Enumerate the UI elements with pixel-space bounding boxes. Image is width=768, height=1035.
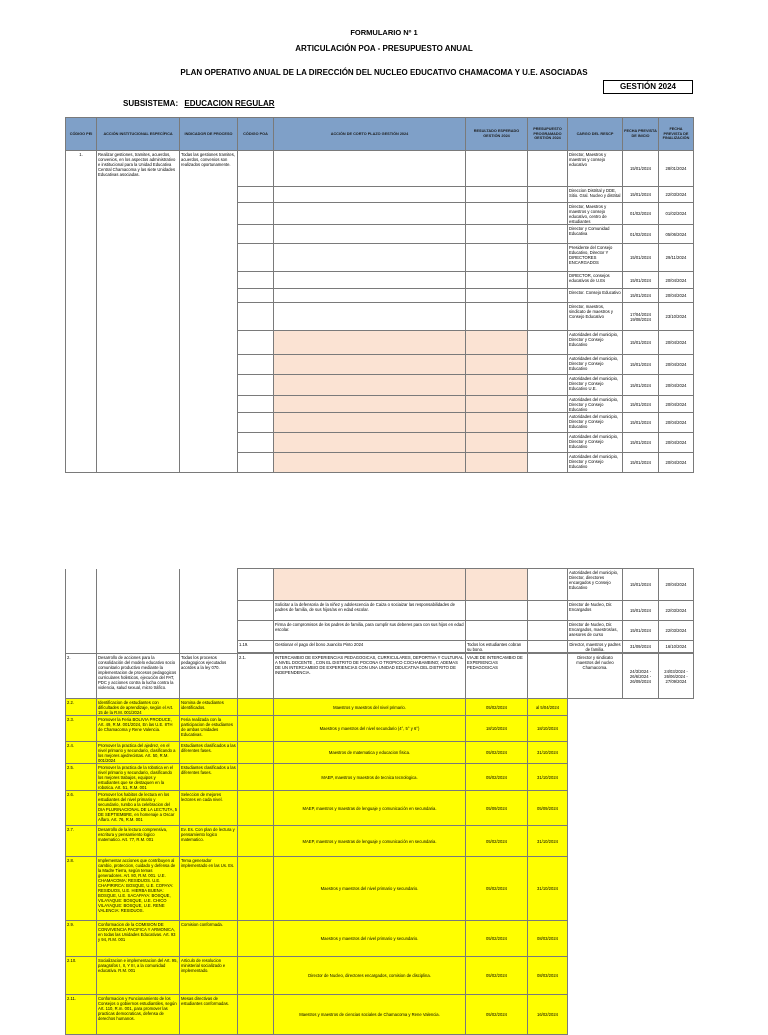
poa-cell: 2.2. (66, 699, 97, 716)
fin-cell: 29/11/2024 (659, 244, 694, 272)
poa-cell: 2.6. (66, 791, 97, 826)
subsistema-label: SUBSISTEMA: (123, 99, 179, 108)
accion-cell: Identificacion de estudiantes con dificultades de aprendizaje, según el Art. 15 de la R.M. 001/2024 (97, 699, 180, 716)
inicio-cell: 15/01/2024 (623, 355, 659, 375)
accion-inst-cell: Desarrollo de acciones para la consolidación del modelo educativo socio comunitario productivo mediante la implementacion de procesos pedagogicos curriculares holisticos, ejecución del PAT, PDC y acciones contra la lucha contra la violencia, salud sexual, micro tráfico. (97, 654, 180, 699)
pei-cell: 2. (66, 654, 97, 699)
inicio-cell: 05/02/2024 (466, 699, 528, 716)
accion-cell: Conformacion de la COMISION DE CONVIVENCIA PACIFICA Y ARMONICA, en todas las Unidades Educativas. Art. 93 y 94, R.M. 001 (97, 921, 180, 957)
accion-cell: Gestionar el pago del bono Juancito Pinto 2024 (274, 641, 466, 653)
table-row (66, 995, 694, 1035)
inicio-cell: 15/01/2024 (623, 413, 659, 433)
inicio-cell: 01/02/2024 (623, 225, 659, 244)
table-row: Firma de compromisos de los padres de familia, para cumplir sus deberes para con sus hijos en edad escolar. Director de Nucleo, Dir. Encargados, maestros/as, asesores de curso 15/01/2024 22/03/2024 (66, 621, 694, 641)
accion-cell: Solicitar a la defensoria de la niñez y adolescencia de Caiza o sociaizar las responsabilidades de padres de familia, de sus hijos/as en edad escolar. (274, 601, 466, 621)
inicio-cell: 15/01/2024 (623, 396, 659, 413)
cargo-cell: Autoridades del municipio, Director y Consejo Educativo (568, 413, 623, 433)
poa-cell: 2.11. (66, 995, 97, 1035)
cargo-cell: Autoridades del municipio, Director y Consejo Educativo (568, 355, 623, 375)
inicio-cell: 17/04/2024 19/08/2024 (623, 303, 659, 331)
col-indicador: INDICADOR DE PROCESO (180, 118, 238, 151)
fin-cell: 28/01/2024 (659, 151, 694, 187)
poa-table-1 (65, 117, 694, 473)
table-row (66, 151, 694, 187)
accion-cell: Socializacion e implementacion del Art. 95, paragrafos I, II, Y III, a la comunidad educativa. R.M. 001 (97, 957, 180, 995)
plan-title: PLAN OPERATIVO ANUAL DE LA DIRECCIÓN DEL NUCLEO EDUCATIVO CHAMACOMA Y U.E. ASOCIADAS (180, 68, 588, 77)
fin-cell: 20/04/2024 (659, 331, 694, 355)
table-row: 2. Desarrollo de acciones para la consolidación del modelo educativo socio comunitario productivo mediante la implementacion de procesos pedagogicos curriculares holisticos, ejecución del PAT, PDC y acciones contra la lucha contra la violencia, salud sexual, micro tráfico. Todas los procesos pedagogicos ejecutados acordes a la ley 070. 2.1. INTERCAMBIO DE EXPERIENCIAS PEDAGOGICAS, CURRICULARES, DEPORTIVA Y CULTURAL A NIVEL DOCENTE , CON EL DISTRITO DE POCONA O TROPICO COCHABAMBINO; ADEMAS DE UN INTERCAMBIO DE EXPERIENCIAS CON UNA UNIDAD EDUCATIVA DEL DISTRITO DE INDEPENDENCIA. VIAJE DE INTERCAMBIO DE EXPERIENCIAS PEDAGOGICAS Director y sindicato maestros del nucleo Chamacoma. 24/3/2024 - 26/6/2024 - 26/09/2024 24/03/2024 - 26/06/2024 - 27/09/2024 (66, 654, 694, 699)
cargo-cell: Director y Comunidad Educativa (568, 225, 623, 244)
fin-cell: 16/02/2024 (528, 995, 568, 1035)
inicio-cell: 05/02/2024 (466, 921, 528, 957)
inicio-cell: 05/02/2024 (466, 857, 528, 921)
cargo-cell: Director y sindicato maestros del nucleo Chamacoma. (568, 654, 623, 699)
accion-cell: Conformacion y Funcionamiento de los Consejos o gobiernos estudiantiles, según Art. 110, R.m. 001, para promover las practicas democraticas, defensa de derechos humanos. (97, 995, 180, 1035)
inicio-cell: 15/01/2024 (623, 375, 659, 396)
inicio-cell: 15/01/2024 (623, 244, 659, 272)
table-row (66, 764, 694, 791)
resultado-cell: Nomina de estudiantes identificados. (180, 699, 238, 716)
fin-cell: 20/04/2024 (659, 413, 694, 433)
poa-cell: 2.4. (66, 742, 97, 764)
fin-cell: 08/03/2024 (528, 921, 568, 957)
inicio-cell: 15/01/2024 (623, 331, 659, 355)
inicio-cell: 05/02/2024 (466, 826, 528, 857)
resultado-cell: Ev. Es. Con plan de lectura y pensamiento logico matematico. (180, 826, 238, 857)
accion-cell: Desarrollo de la lectura comprensiva, escritura y pensamiento logico matematico. Art. 77, R.M. 001 (97, 826, 180, 857)
fin-cell: 05/06/2024 (659, 225, 694, 244)
resultado-cell: Mesas directivas de estudiantes conformadas. (180, 995, 238, 1035)
inicio-cell: 05/02/2024 (466, 995, 528, 1035)
fin-cell: 20/04/2024 (659, 289, 694, 303)
col-codigo-poa: CÓDIGO POA (238, 118, 274, 151)
fin-cell: 23/10/2024 (659, 303, 694, 331)
resultado-cell: Seleccion de mejores lectores en cada nivel. (180, 791, 238, 826)
inicio-cell: 05/02/2024 (466, 764, 528, 791)
cargo-cell: MAEP, maestros y maestras de lenguaje y comunicación en secundaria. (274, 826, 466, 857)
fin-cell: 22/03/2024 (659, 187, 694, 203)
col-fecha-inicio: FECHA PREVISTA DE INICIO (623, 118, 659, 151)
cargo-cell: Director de Nucleo, directores encargados, comision de disciplina. (274, 957, 466, 995)
fin-cell: 20/04/2024 (659, 453, 694, 473)
table-row (66, 716, 694, 742)
inicio-cell: 15/01/2024 (623, 187, 659, 203)
accion-inst-cell: Realizar gestiones, tramites, acuerdos, convenios, en los aspectos administrativo e institucional para la Unidad Educativa Central Chamacoma y las siete Unidades Educativas asociadas. (97, 151, 180, 473)
pei-cell (66, 569, 97, 654)
cargo-cell: Autoridades del municipio, Director, directores encargados y Consejo Educativo (568, 569, 623, 601)
fin-cell: 18/10/2024 (528, 716, 568, 742)
cargo-cell: Director, Maestros y maestros y consejo educativo (568, 151, 623, 187)
cargo-cell: MAEP, maestros y maestros de tecnica tecnologica. (274, 764, 466, 791)
poa-table-2 (65, 568, 694, 1035)
inicio-cell: 15/01/2024 (623, 151, 659, 187)
col-presupuesto: PRESUPUESTO PROGRAMADO GESTIÓN 2024 (528, 118, 568, 151)
subsistema (123, 99, 275, 108)
fin-cell: 31/10/2024 (528, 826, 568, 857)
cargo-cell: Autoridades del municipio, Director y Consejo Educativo (568, 396, 623, 413)
accion-cell: Promover la practica del ajedrez, en el nivel primario y secundario, clasificando a los mejores ajedrecistas. Art. 50, R.M. 001/2024 (97, 742, 180, 764)
accion-cell: Firma de compromisos de los padres de familia, para cumplir sus deberes para con sus hijos en edad escolar. (274, 621, 466, 641)
accion-cell: INTERCAMBIO DE EXPERIENCIAS PEDAGOGICAS, CURRICULARES, DEPORTIVA Y CULTURAL A NIVEL DOCENTE , CON EL DISTRITO DE POCONA O TROPICO COCHABAMBINO; ADEMAS DE UN INTERCAMBIO DE EXPERIENCIAS CON UNA UNIDAD EDUCATIVA DEL DISTRITO DE INDEPENDENCIA. (274, 654, 466, 699)
cargo-cell: Director, maestros y padres de familia. (569, 641, 621, 652)
cargo-cell: Director. Consejo Educativo (568, 289, 623, 303)
table-row (66, 957, 694, 995)
cargo-cell: Maestros y maestros de ciencias sociales de Chamacoma y Rene Valencia. (274, 995, 466, 1035)
pei-cell: 1. (66, 151, 97, 473)
fin-cell: 20/04/2024 (659, 355, 694, 375)
inicio-cell: 15/01/2024 (623, 289, 659, 303)
table-row (66, 569, 694, 601)
resultado-cell: Estudiantes clasificados a las diferentes fases. (180, 764, 238, 791)
formulario-title: FORMULARIO Nº 1 (350, 28, 418, 37)
cargo-cell: Maestros y maestros del nivel secundario (4°, 5° y 6°) (274, 716, 466, 742)
table-row: 1.19. Gestionar el pago del bono Juancito Pinto 2024 Todos los estudiantes cobran su bono. Director, maestros y padres de familia. 31/09/2024 16/10/2024 (66, 641, 694, 653)
accion-cell: Implementar acciones que contribuyen al cambio, proteccion, cuidado y defensa de la Madre Tierra, según temas generadores. Art. 80, R.M. 001. U.E. CHAMACOMA: RESIDUOS. U.E. CHAPIRIRCA: BOSQUE, U.E. COPAYA: RESIDUOS, U.E. HIERBA BUENA: BOSQUE, U.E. SACAPAYA: BOSQUE, VILAYAQUE: BOSQUE, U.E. CHICO VILAYAQUE: BOSQUE, U.E. RENE VALENCIA: RESIDUOS. (97, 857, 180, 921)
inicio-cell: 18/10/2024 (466, 716, 528, 742)
table-row (66, 699, 694, 716)
cargo-cell: Autoridades del municipio, Director y Consejo Educativo (568, 331, 623, 355)
cargo-cell: Director, maestros, sindicato de maestros y Consejo Educativo (568, 303, 623, 331)
col-cargo: CARGO DEL RESCP (568, 118, 623, 151)
indicador-cell: Todas los procesos pedagogicos ejecutados acordes a la ley 070. (180, 654, 238, 699)
cargo-cell: Maestros y maestros del nivel primario. (274, 699, 466, 716)
resultado-cell: Articulo de resolucion ministerial socializado e implementado. (180, 957, 238, 995)
accion-cell: Promover la practica de la robotica en el nivel primario y secundario, clasificando los mejores trabajos, equipos y estudiantes que se destaquen en la robotica. Art. 51, R.M. 001 (97, 764, 180, 791)
table-row (66, 826, 694, 857)
cargo-cell: Director, Maestros y maestros y consejo educativo, centro de estudiantes (568, 203, 623, 225)
cargo-cell: Maestros de matematica y educacion fisica. (274, 742, 466, 764)
cargo-cell: DIRECTOR, consejos educativos de U.Es (568, 272, 623, 289)
col-resultado: RESULTADO ESPERADO GESTIÓN 2024 (466, 118, 528, 151)
cargo-cell: MAEP, maestros y maestras de lenguaje y comunicación en secundaria. (274, 791, 466, 826)
table-row (66, 857, 694, 921)
fin-cell: 31/10/2024 (528, 857, 568, 921)
poa-cell: 2.8. (66, 857, 97, 921)
col-accion-corto-plazo: ACCIÓN DE CORTO PLAZO GESTIÓN 2024 (274, 118, 466, 151)
resultado-cell: Feria realizada con la participacion de estudiantes de ambas Unidades Educativas. (180, 716, 238, 742)
cargo-cell: Autoridades del municipio, Director y Consejo Educativo (568, 453, 623, 473)
cargo-cell: Autoridades del municipio, Director y Consejo Educativo (568, 433, 623, 453)
indicador-cell: Todas las gestiones tramites, acuerdos, convenios son realizados oportunamente. (180, 151, 238, 473)
fin-cell: 20/04/2024 (659, 396, 694, 413)
accion-cell: Promover los habitos de lectura en los estudiantes del nivel primario y secundario, rumbo a la celebracion del DIA PLURINACIONAL DE LA LECTUTA, 5 DE SEPTIEMBRE, en homenaje a Oscar Alfaro. Art. 76, R.M. 001 (97, 791, 180, 826)
fin-cell: 31/10/2024 (528, 764, 568, 791)
fin-cell: 20/04/2024 (659, 433, 694, 453)
cargo-cell: Director de Nucleo, Dir. Encargados (568, 601, 623, 621)
inicio-cell: 15/01/2024 (623, 433, 659, 453)
fin-cell: 31/10/2024 (528, 742, 568, 764)
fin-cell: 05/09/2024 (528, 791, 568, 826)
indicador-cell (180, 569, 238, 654)
col-fecha-fin: FECHA PREVISTA DE FINALIZACIÓN (659, 118, 694, 151)
fin-cell: 20/04/2024 (659, 272, 694, 289)
resultado-cell: Comision conformada. (180, 921, 238, 957)
table-header-row (66, 118, 694, 151)
cargo-cell: Direccion Distrital y DDE, Sitio. Gral. Nucleo y distrital (568, 187, 623, 203)
fin-cell: 01/02/2024 (659, 203, 694, 225)
poa-cell: 2.7. (66, 826, 97, 857)
inicio-cell: 15/01/2024 (623, 569, 659, 601)
fin-cell: 08/03/2024 (528, 957, 568, 995)
cargo-cell: Maestros y maestros del nivel primario y secundario. (274, 921, 466, 957)
poa-cell: 2.10. (66, 957, 97, 995)
inicio-cell: 05/02/2024 (466, 957, 528, 995)
accion-inst-cell (97, 569, 180, 654)
col-accion-institucional: ACCIÓN INSTITUCIONAL ESPECÍFICA (97, 118, 180, 151)
table-row (66, 921, 694, 957)
table-row: Solicitar a la defensoria de la niñez y adolescencia de Caiza o sociaizar las responsabilidades de padres de familia, de sus hijos/as en edad escolar. Director de Nucleo, Dir. Encargados 15/01/2024 22/03/2024 (66, 601, 694, 621)
cargo-cell: Maestros y maestros del nivel primario y secundario. (274, 857, 466, 921)
fin-cell: 20/04/2024 (659, 569, 694, 601)
table-row (66, 791, 694, 826)
inicio-cell: 05/02/2024 (466, 742, 528, 764)
poa-cell: 2.5. (66, 764, 97, 791)
gestion-box: GESTIÓN 2024 (603, 80, 693, 94)
resultado-cell: Tema generador implementado en las Us. Es. (180, 857, 238, 921)
cargo-cell: Presidente del Consejo Educativo, Director Y DIRECTORES ENCARGADOS (568, 244, 623, 272)
inicio-cell: 01/02/2024 (623, 203, 659, 225)
inicio-cell: 15/01/2024 (623, 272, 659, 289)
inicio-cell: 15/01/2024 (623, 453, 659, 473)
resultado-cell: Estudiantes clasificados a las diferentes fases. (180, 742, 238, 764)
fin-cell: 20/04/2024 (659, 375, 694, 396)
cargo-cell: Autoridades del municipio, Director y Consejo Educativo U.E. (568, 375, 623, 396)
cargo-cell: Director de Nucleo, Dir. Encargados, maestros/as, asesores de curso (568, 621, 623, 641)
poa-cell: 2.3. (66, 716, 97, 742)
subsistema-value: EDUCACION REGULAR (184, 99, 275, 108)
accion-cell: Promover la Feria BOLIVIA PRODUCE, Art. 49, R.M. 001/2024, En las U.E. 8TH de Chamacoma y Rene Valencia. (97, 716, 180, 742)
poa-cell: 2.9. (66, 921, 97, 957)
inicio-cell: 05/09/2024 (466, 791, 528, 826)
col-codigo-pei: CÓDIGO PEI (66, 118, 97, 151)
articulacion-title: ARTICULACIÓN POA - PRESUPUESTO ANUAL (295, 44, 473, 53)
table-row (66, 742, 694, 764)
fin-cell: al 5/04/2024 (528, 699, 568, 716)
